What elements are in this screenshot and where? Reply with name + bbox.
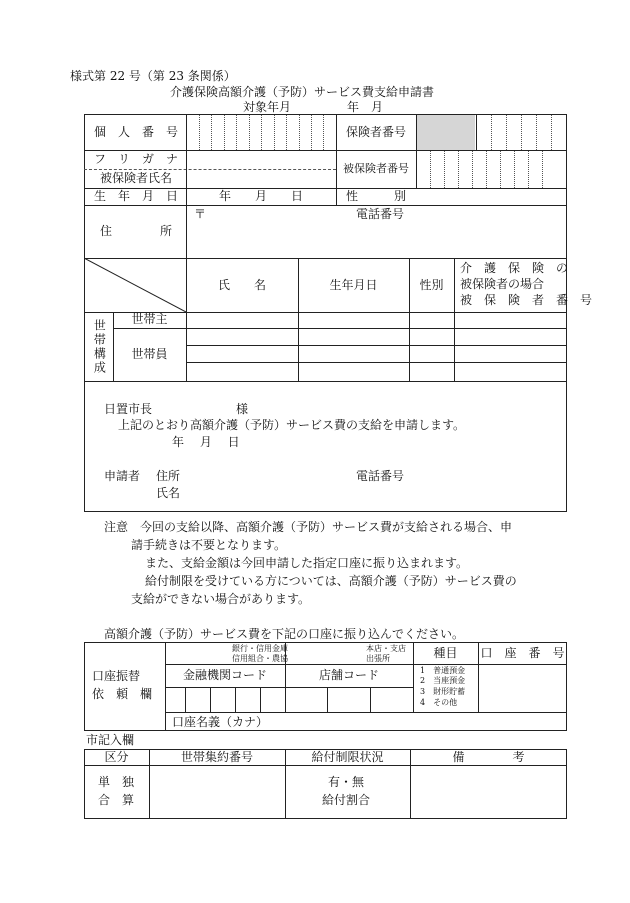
office-section-label: 市記入欄 bbox=[86, 733, 135, 747]
office-col-remarks: 備 考 bbox=[452, 749, 525, 764]
note-line-2: 請手続きは不要となります。 bbox=[131, 538, 287, 552]
insured-number-label: 被保険者番号 bbox=[343, 162, 409, 176]
transfer-label-2: 依 頼 欄 bbox=[92, 687, 153, 701]
phone-label: 電話番号 bbox=[356, 207, 405, 221]
postal-mark: 〒 bbox=[194, 207, 207, 221]
bank-code-label: 金融機関コード bbox=[182, 668, 267, 683]
diagonal-line bbox=[84, 258, 186, 312]
request-body: 上記のとおり高額介護（予防）サービス費の支給を申請します。 bbox=[118, 418, 466, 432]
bank-intro: 高額介護（予防）サービス費を下記の口座に振り込んでください。 bbox=[104, 627, 465, 641]
request-date: 年 月 日 bbox=[172, 435, 240, 449]
note-line-4: 給付制限を受けている方については、高額介護（予防）サービス費の bbox=[145, 574, 517, 588]
household-side-label: 世帯構成 bbox=[92, 318, 107, 375]
office-col-category: 区分 bbox=[104, 749, 129, 764]
applicant-name-label: 氏名 bbox=[156, 486, 181, 500]
addressee: 日置市長 bbox=[104, 402, 153, 416]
office-combined: 合 算 bbox=[98, 793, 135, 807]
transfer-label-1: 口座振替 bbox=[92, 669, 141, 683]
office-col-household-number: 世帯集約番号 bbox=[180, 749, 253, 764]
honorific: 様 bbox=[236, 402, 249, 416]
birth-date-label: 生 年 月 日 bbox=[93, 189, 178, 204]
household-head-label: 世帯主 bbox=[131, 312, 168, 327]
household-col-insured-1: 介 護 保 険 の bbox=[460, 261, 569, 275]
branch-code-label: 店舗コード bbox=[318, 668, 379, 683]
institution-types-1: 銀行・信用金庫 bbox=[232, 644, 288, 653]
applicant-label: 申請者 bbox=[104, 469, 141, 483]
branch-types-1: 本店・支店 bbox=[366, 644, 406, 653]
applicant-address-label: 住所 bbox=[156, 469, 181, 483]
target-period-value: 年 月 bbox=[347, 100, 384, 114]
household-col-birth: 生年月日 bbox=[329, 277, 378, 292]
note-line-5: 支給ができない場合があります。 bbox=[131, 592, 311, 606]
household-member-label: 世帯員 bbox=[131, 347, 168, 362]
household-col-insured-2: 被保険者の場合 bbox=[460, 277, 545, 291]
form-title: 介護保険高額介護（予防）サービス費支給申請書 bbox=[170, 85, 435, 99]
type-option-4: 4 その他 bbox=[420, 698, 458, 707]
office-restriction-value: 有・無 bbox=[328, 775, 365, 789]
insurer-number-label: 保険者番号 bbox=[345, 124, 406, 139]
insurer-number-shaded-cell bbox=[417, 115, 475, 150]
personal-number-label: 個 人 番 号 bbox=[93, 124, 178, 139]
type-option-2: 2 当座預金 bbox=[420, 676, 466, 685]
account-number-header: 口 座 番 号 bbox=[480, 645, 565, 660]
office-col-restriction: 給付制限状況 bbox=[311, 749, 384, 764]
furigana-label: フ リ ガ ナ bbox=[93, 152, 178, 167]
household-col-insured-3: 被 保 険 者 番 号 bbox=[460, 293, 593, 307]
form-number: 様式第 22 号（第 23 条関係） bbox=[70, 69, 236, 83]
birth-date-value: 年 月 日 bbox=[218, 189, 303, 204]
account-holder-label: 口座名義（カナ） bbox=[172, 715, 269, 729]
household-col-gender: 性別 bbox=[419, 277, 444, 292]
insured-name-label: 被保険者氏名 bbox=[99, 171, 172, 186]
target-period-label: 対象年月 bbox=[243, 100, 292, 114]
type-header: 種目 bbox=[433, 645, 458, 660]
branch-types-2: 出張所 bbox=[366, 654, 390, 663]
type-option-1: 1 普通預金 bbox=[420, 666, 466, 675]
type-option-3: 3 財形貯蓄 bbox=[420, 687, 466, 696]
institution-types-2: 信用組合・農協 bbox=[232, 654, 288, 663]
note-line-3: また、支給金額は今回申請した指定口座に振り込まれます。 bbox=[145, 556, 469, 570]
address-label: 住 所 bbox=[99, 224, 172, 239]
applicant-phone-label: 電話番号 bbox=[356, 469, 405, 483]
household-col-name: 氏 名 bbox=[217, 277, 266, 292]
office-single: 単 独 bbox=[98, 775, 135, 789]
gender-label: 性 別 bbox=[345, 189, 406, 204]
note-line-1: 注意 今回の支給以降、高額介護（予防）サービス費が支給される場合、申 bbox=[104, 520, 513, 534]
office-restriction-rate: 給付割合 bbox=[322, 793, 371, 807]
